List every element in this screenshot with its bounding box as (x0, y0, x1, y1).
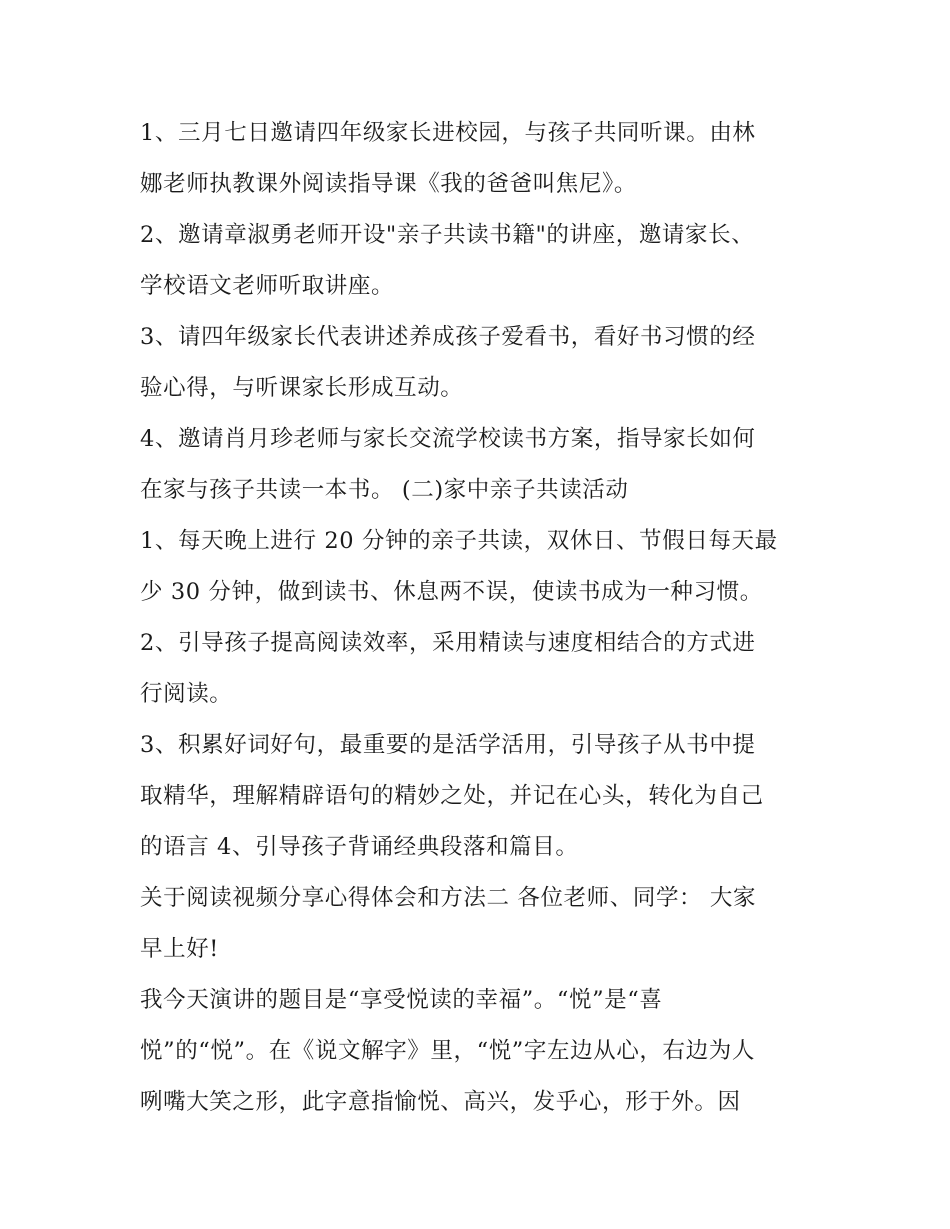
text-line: 悦”的“悦”。在《说文解字》里，“悦”字左边从心，右边为人 (140, 1038, 755, 1064)
text-line: 4、邀请肖月珍老师与家长交流学校读书方案，指导家长如何 (140, 426, 756, 452)
text-line: 1、三月七日邀请四年级家长进校园，与孩子共同听课。由林 (140, 120, 756, 146)
text-line: 关于阅读视频分享心得体会和方法二 各位老师、同学： 大家 (140, 885, 757, 911)
text-line: 早上好! (140, 936, 219, 962)
text-line: 3、积累好词好句，最重要的是活学活用，引导孩子从书中提 (140, 732, 756, 758)
text-line: 少 30 分钟，做到读书、休息两不误，使读书成为一种习惯。 (140, 579, 763, 605)
text-line: 的语言 4、引导孩子背诵经典段落和篇目。 (140, 834, 579, 860)
text-line: 学校语文老师听取讲座。 (140, 273, 395, 299)
text-line: 2、引导孩子提高阅读效率，采用精读与速度相结合的方式进 (140, 630, 756, 656)
document-body (140, 108, 830, 1128)
text-line: 3、请四年级家长代表讲述养成孩子爱看书，看好书习惯的经 (140, 324, 756, 350)
text-line: 2、邀请章淑勇老师开设"亲子共读书籍"的讲座，邀请家长、 (140, 222, 755, 248)
text-line: 验心得，与听课家长形成互动。 (140, 375, 464, 401)
text-line: 取精华，理解精辟语句的精妙之处，并记在心头，转化为自己 (140, 783, 764, 809)
text-line: 在家与孩子共读一本书。 (二)家中亲子共读活动 (140, 477, 629, 503)
text-line: 娜老师执教课外阅读指导课《我的爸爸叫焦尼》。 (140, 171, 637, 197)
text-line: 我今天演讲的题目是“享受悦读的幸福”。“悦”是“喜 (140, 987, 663, 1013)
text-line: 行阅读。 (140, 681, 233, 707)
text-line: 咧嘴大笑之形，此字意指愉悦、高兴，发乎心，形于外。因 (140, 1089, 741, 1115)
text-line: 1、每天晚上进行 20 分钟的亲子共读，双休日、节假日每天最 (140, 528, 778, 554)
